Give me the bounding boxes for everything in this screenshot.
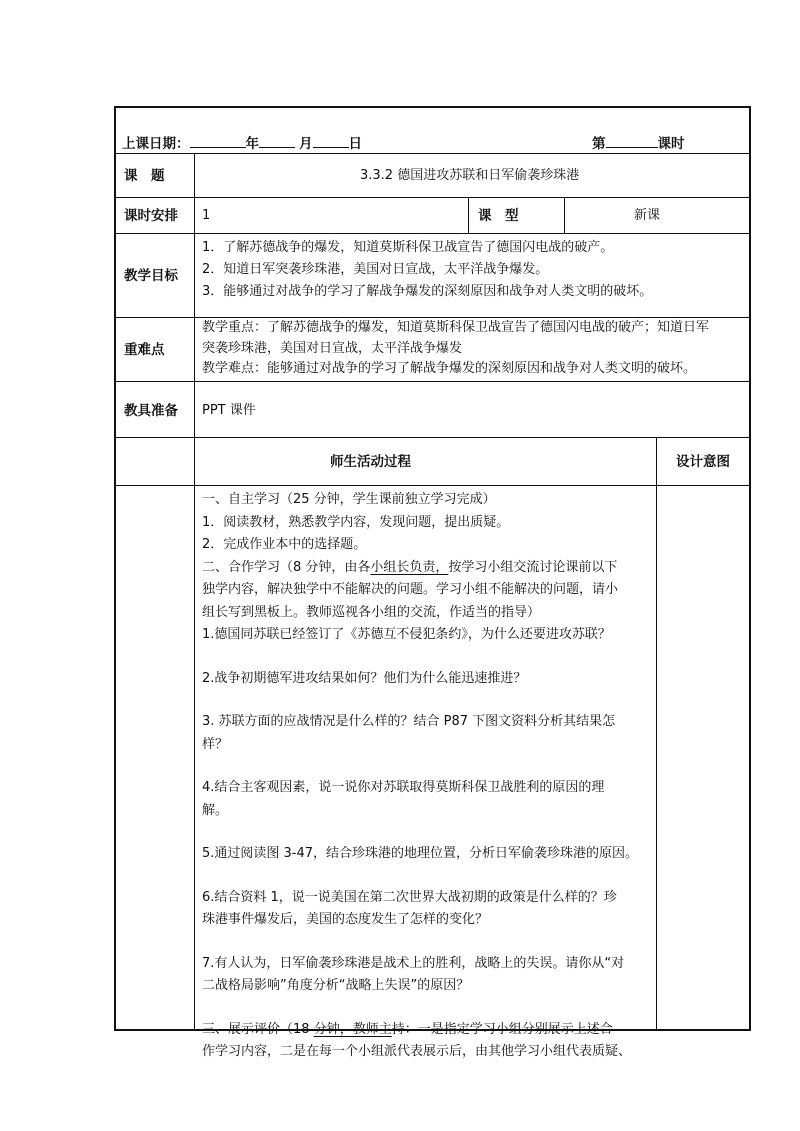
step-line: 作学习内容，二是在每一个小组派代表展示后，由其他学习小组代表质疑、: [202, 1044, 632, 1059]
question: 5.通过阅读图 3-47，结合珍珠港的地理位置，分析日军偷袭珍珠港的原因。: [202, 846, 639, 861]
underlined-text: 小组长负责，: [370, 559, 449, 575]
date-line: [122, 132, 362, 155]
text-run: 持：一是指定学习小组分别展示上述合: [391, 1021, 613, 1037]
divider: [564, 198, 565, 233]
objectives-list: [202, 237, 742, 303]
key-points-row: [116, 318, 749, 382]
period-blank[interactable]: [606, 132, 658, 148]
question-cont: 二战格局影响”角度分析“战略上失误”的原因？: [202, 978, 470, 993]
text-run: 按学习小组交流讨论课前以下: [448, 559, 618, 575]
question-cont: 解。: [202, 802, 229, 818]
objectives-label: 教学目标: [124, 268, 178, 284]
section-title: [202, 557, 652, 580]
schedule-row: [116, 198, 749, 234]
question: 7.有人认为，日军偷袭珍珠港是战术上的胜利，战略上的失误。请你从“对: [202, 955, 625, 971]
divider: [656, 438, 657, 485]
section-title: [202, 1019, 652, 1042]
divider: [194, 486, 195, 1029]
question-cont: 珠港事件爆发后，美国的态度发生了怎样的变化？: [202, 912, 489, 927]
step-line: 2．完成作业本中的选择题。: [202, 537, 367, 552]
schedule-value: 1: [202, 208, 211, 223]
text-run: 二、合作学习（8 分钟，由各: [202, 559, 371, 575]
divider: [194, 154, 195, 197]
objectives-row: [116, 234, 749, 318]
month-label: 月: [299, 136, 313, 152]
month-blank[interactable]: [259, 132, 295, 148]
objective-item: 2．知道日军突袭珍珠港，美国对日宣战，太平洋战争爆发。: [202, 262, 549, 277]
key-point-line: 突袭珍珠港，美国对日宣战，太平洋战争爆发: [202, 340, 463, 356]
year-blank[interactable]: [190, 132, 246, 148]
key-point-line: 教学难点：能够通过对战争的学习了解战争爆发的深刻原因和战争对人类文明的破坏。: [202, 361, 697, 376]
period-line: [592, 132, 685, 155]
type-label: 课 型: [478, 208, 519, 224]
objective-item: 1．了解苏德战争的爆发，知道莫斯科保卫战宣告了德国闪电战的破产。: [202, 240, 614, 255]
process-header-row: [116, 438, 749, 486]
day-blank[interactable]: [313, 132, 349, 148]
period-suffix: 课时: [657, 136, 685, 152]
date-label: 上课日期：: [122, 136, 190, 152]
divider: [194, 198, 195, 233]
divider: [468, 198, 469, 233]
process-header: 师生活动过程: [330, 454, 411, 470]
underlined-text: 分钟，教师主: [313, 1021, 392, 1037]
lesson-plan-table: [114, 106, 751, 1059]
question: 2.战争初期德军进攻结果如何？他们为什么能迅速推进？: [202, 670, 527, 686]
period-prefix: 第: [592, 136, 606, 152]
key-points-text: [202, 318, 742, 380]
question: 1.德国同苏联已经签订了《苏德互不侵犯条约》，为什么还要进攻苏联？: [202, 627, 611, 642]
question: 4.结合主客观因素，说一说你对苏联取得莫斯科保卫战胜利的原因的理: [202, 780, 605, 795]
step-line: 1．阅读教材，熟悉教学内容，发现问题，提出质疑。: [202, 514, 510, 530]
step-line: 组长写到黑板上。教师巡视各小组的交流，作适当的指导）: [202, 604, 541, 620]
section-title: 一、自主学习（25 分钟，学生课前独立学习完成）: [202, 492, 496, 507]
schedule-label: 课时安排: [124, 208, 178, 224]
text-run: 三、展示评价（18: [202, 1021, 314, 1037]
process-body-row: [116, 486, 749, 1059]
objective-item: 3．能够通过对战争的学习了解战争爆发的深刻原因和战争对人类文明的破坏。: [202, 284, 653, 299]
materials-value: PPT 课件: [202, 403, 256, 418]
divider: [194, 382, 195, 437]
materials-row: [116, 382, 749, 438]
topic-label: 课 题: [124, 168, 165, 184]
date-row: [116, 108, 749, 154]
divider: [656, 486, 657, 1029]
process-content: [202, 489, 652, 1064]
question: 6.结合资料 1，说一说美国在第二次世界大战初期的政策是什么样的？珍: [202, 889, 617, 905]
key-points-label: 重难点: [124, 342, 165, 358]
key-point-line: 教学重点：了解苏德战争的爆发，知道莫斯科保卫战宣告了德国闪电战的破产；知道日军: [202, 320, 710, 335]
materials-label: 教具准备: [124, 403, 178, 419]
question: 3. 苏联方面的应战情况是什么样的？结合 P87 下图文资料分析其结果怎: [202, 714, 616, 729]
question-cont: 样？: [202, 736, 229, 752]
design-header: 设计意图: [676, 454, 730, 470]
divider: [194, 234, 195, 317]
divider: [194, 438, 195, 485]
topic-value: 3.3.2 德国进攻苏联和日军偷袭珍珠港: [360, 168, 580, 183]
type-value: 新课: [634, 208, 661, 223]
divider: [194, 318, 195, 381]
day-label: 日: [348, 136, 362, 152]
step-line: 独学内容，解决独学中不能解决的问题。学习小组不能解决的问题，请小: [202, 582, 619, 597]
topic-row: [116, 154, 749, 198]
year-label: 年: [245, 136, 259, 152]
